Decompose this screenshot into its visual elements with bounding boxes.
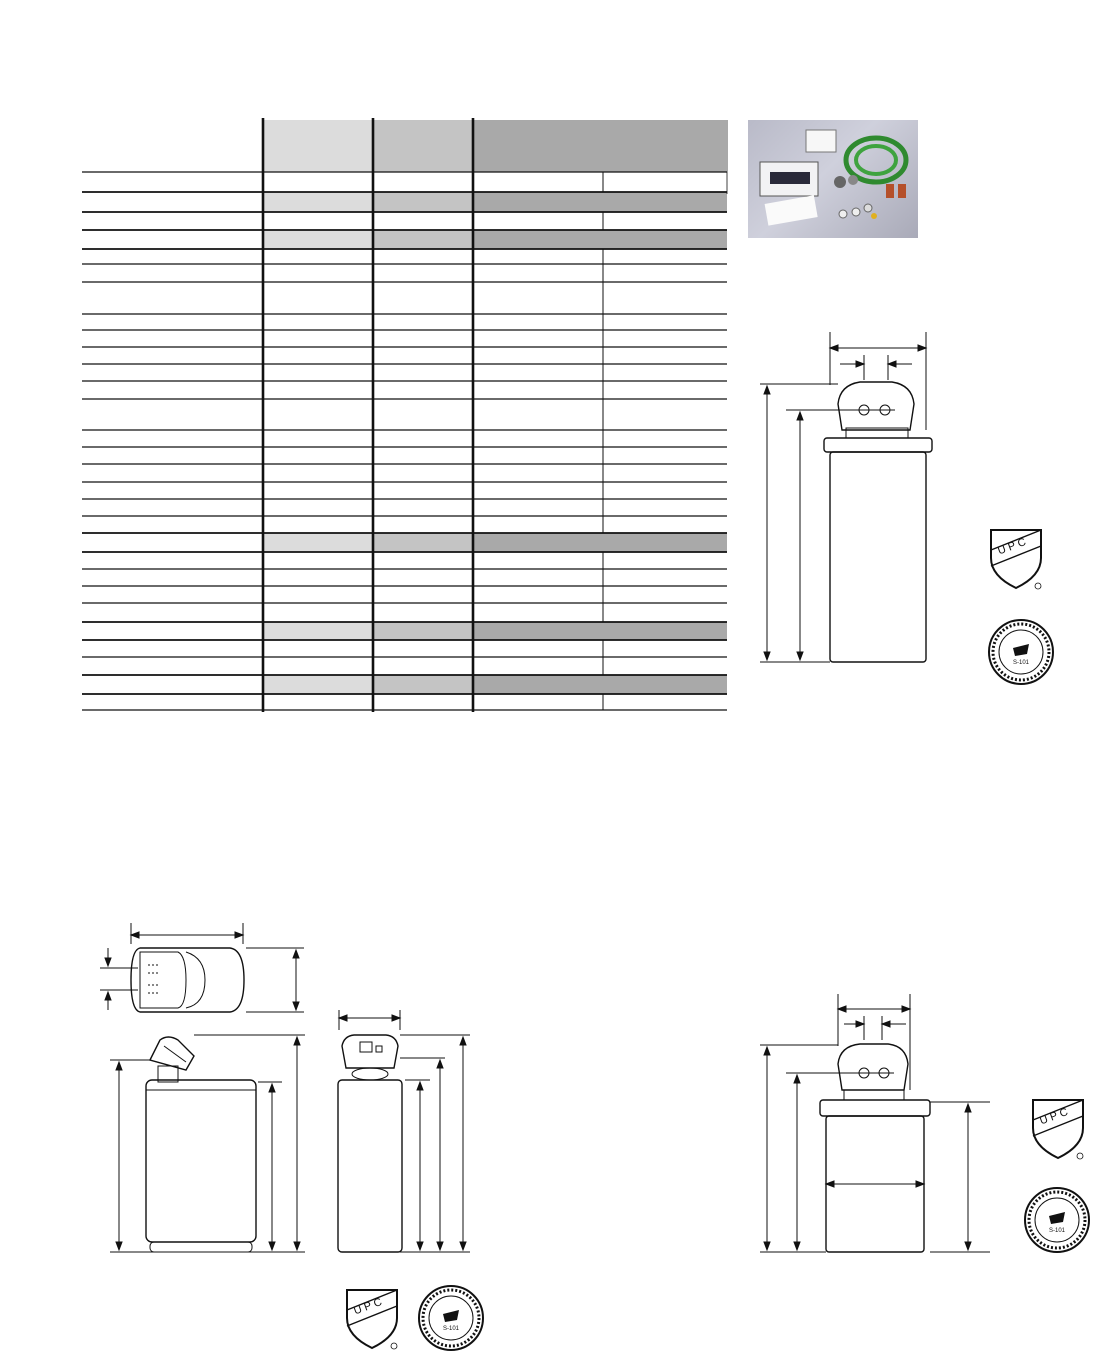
wqa-seal-icon xyxy=(1022,1186,1094,1256)
upc-shield-icon xyxy=(1028,1098,1088,1162)
svg-text:S-101: S-101 xyxy=(1013,660,1030,666)
svg-text:S-101: S-101 xyxy=(1049,1228,1066,1234)
svg-text:U P C: U P C xyxy=(1038,1106,1070,1128)
svg-text:U P C: U P C xyxy=(996,536,1028,558)
svg-text:U P C: U P C xyxy=(352,1296,384,1318)
svg-text:S-101: S-101 xyxy=(443,1326,460,1332)
